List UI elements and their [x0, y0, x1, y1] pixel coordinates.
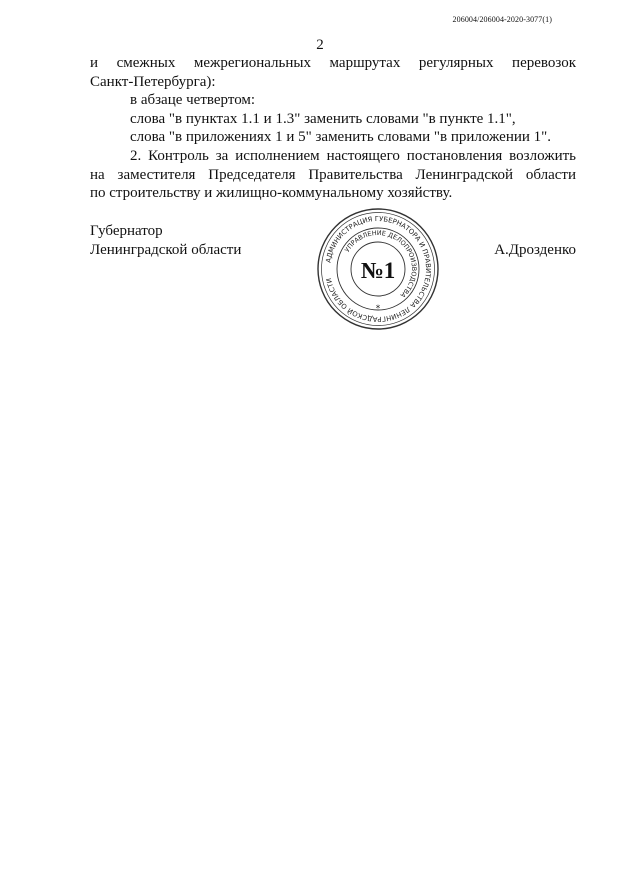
body-line: слова "в приложениях 1 и 5" заменить словами "в приложении 1". [130, 129, 552, 146]
signatory-title [90, 222, 241, 259]
page-number: 2 [316, 37, 324, 53]
signatory-title-line: Губернатор [90, 223, 163, 239]
body-line: по строительству и жилищно-коммунальному хозяйству. [90, 185, 453, 202]
document-id: 206004/206004-2020-3077(1) [452, 15, 552, 24]
document-body [90, 54, 576, 203]
seal-outer-text: АДМИНИСТРАЦИЯ ГУБЕРНАТОРА И ПРАВИТЕЛЬСТВА ЛЕНИНГРАДСКОЙ ОБЛАСТИ [324, 214, 433, 324]
body-line: на заместителя Председателя Правительства Ленинградской области [90, 166, 576, 183]
body-line: и смежных межрегиональных маршрутах регулярных перевозок [90, 55, 576, 71]
body-line: 2. Контроль за исполнением настоящего постановления возложить [130, 147, 576, 164]
seal-number: №1 [360, 258, 396, 283]
seal-inner-text: УПРАВЛЕНИЕ ДЕЛОПРОИЗВОДСТВА [343, 228, 419, 300]
seal-star-icon: * [375, 304, 381, 314]
body-line: слова "в пунктах 1.1 и 1.3" заменить словами "в пункте 1.1", [130, 110, 516, 127]
signatory-title-line: Ленинградской области [90, 241, 242, 258]
body-line: в абзаце четвертом: [130, 92, 256, 109]
signatory-name: А.Дрозденко [494, 242, 576, 258]
body-line: Санкт-Петербурга): [90, 73, 216, 90]
official-seal [316, 207, 440, 331]
